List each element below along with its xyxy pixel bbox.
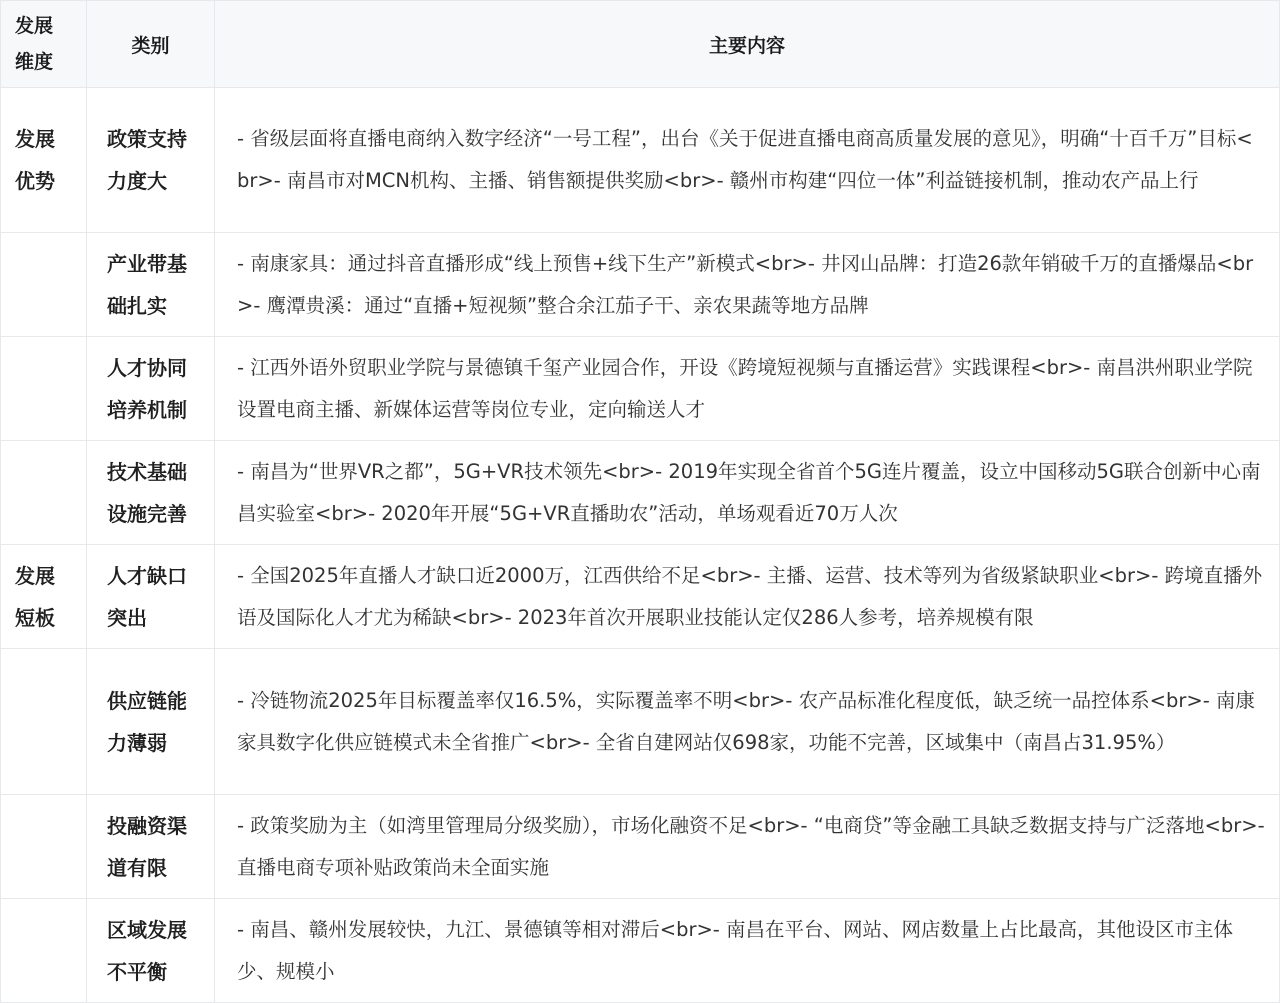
- category-cell: 供应链能力薄弱: [87, 649, 215, 795]
- table-header-row: [1, 1, 1280, 88]
- table-row: [1, 795, 1280, 899]
- dimension-cell: [1, 337, 87, 441]
- category-cell: 人才缺口突出: [87, 545, 215, 649]
- table-row: [1, 88, 1280, 233]
- category-cell: 政策支持力度大: [87, 88, 215, 233]
- table-row: [1, 545, 1280, 649]
- content-cell: - 南昌为“世界VR之都”，5G+VR技术领先<br>- 2019年实现全省首个5G连片覆盖，设立中国移动5G联合创新中心南昌实验室<br>- 2020年开展“5G+VR直播助农”活动，单场观看近70万人次: [215, 441, 1280, 545]
- dimension-cell: 发展短板: [1, 545, 87, 649]
- category-cell: 产业带基础扎实: [87, 233, 215, 337]
- dimension-cell: 发展优势: [1, 88, 87, 233]
- header-category: 类别: [87, 1, 215, 88]
- dimension-cell: [1, 649, 87, 795]
- dimension-cell: [1, 233, 87, 337]
- category-cell: 投融资渠道有限: [87, 795, 215, 899]
- dimension-cell: [1, 441, 87, 545]
- content-cell: - 冷链物流2025年目标覆盖率仅16.5%，实际覆盖率不明<br>- 农产品标准化程度低，缺乏统一品控体系<br>- 南康家具数字化供应链模式未全省推广<br>- 全省自建网站仅698家，功能不完善，区域集中（南昌占31.95%）: [215, 649, 1280, 795]
- header-dimension: 发展维度: [1, 1, 87, 88]
- dimension-cell: [1, 795, 87, 899]
- content-cell: - 省级层面将直播电商纳入数字经济“一号工程”，出台《关于促进直播电商高质量发展的意见》，明确“十百千万”目标<br>- 南昌市对MCN机构、主播、销售额提供奖励<br>- 赣州市构建“四位一体”利益链接机制，推动农产品上行: [215, 88, 1280, 233]
- content-cell: - 政策奖励为主（如湾里管理局分级奖励），市场化融资不足<br>- “电商贷”等金融工具缺乏数据支持与广泛落地<br>- 直播电商专项补贴政策尚未全面实施: [215, 795, 1280, 899]
- content-cell: - 江西外语外贸职业学院与景德镇千玺产业园合作，开设《跨境短视频与直播运营》实践课程<br>- 南昌洪州职业学院设置电商主播、新媒体运营等岗位专业，定向输送人才: [215, 337, 1280, 441]
- category-cell: 人才协同培养机制: [87, 337, 215, 441]
- table-row: [1, 649, 1280, 795]
- table-row: [1, 337, 1280, 441]
- content-cell: - 全国2025年直播人才缺口近2000万，江西供给不足<br>- 主播、运营、技术等列为省级紧缺职业<br>- 跨境直播外语及国际化人才尤为稀缺<br>- 2023年首次开展职业技能认定仅286人参考，培养规模有限: [215, 545, 1280, 649]
- table-row: [1, 233, 1280, 337]
- table-row: [1, 899, 1280, 1003]
- table-row: [1, 441, 1280, 545]
- category-cell: 技术基础设施完善: [87, 441, 215, 545]
- dimension-cell: [1, 899, 87, 1003]
- category-cell: 区域发展不平衡: [87, 899, 215, 1003]
- content-cell: - 南康家具：通过抖音直播形成“线上预售+线下生产”新模式<br>- 井冈山品牌：打造26款年销破千万的直播爆品<br>- 鹰潭贵溪：通过“直播+短视频”整合余江茄子干、亲农果蔬等地方品牌: [215, 233, 1280, 337]
- header-main-content: 主要内容: [215, 1, 1280, 88]
- content-cell: - 南昌、赣州发展较快，九江、景德镇等相对滞后<br>- 南昌在平台、网站、网店数量上占比最高，其他设区市主体少、规模小: [215, 899, 1280, 1003]
